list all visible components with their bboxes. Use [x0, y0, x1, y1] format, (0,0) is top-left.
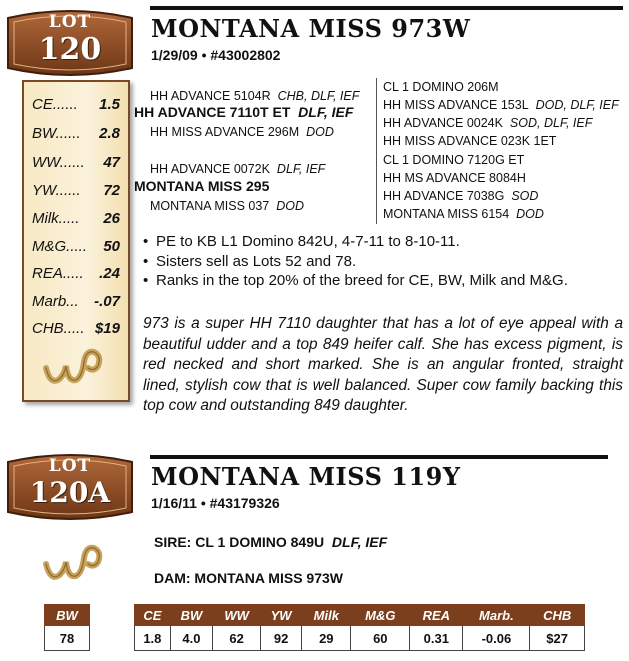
stat-mg: M&G..... 50: [32, 238, 120, 255]
pedigree-sire: HH ADVANCE 7110T ET DLF, IEF: [134, 104, 354, 120]
dam-line: DAM: MONTANA MISS 973W: [154, 570, 343, 586]
lot-badge: [4, 6, 136, 80]
pedigree-g1: CL 1 DOMINO 206M: [383, 80, 499, 94]
pedigree-g6: HH MS ADVANCE 8084H: [383, 171, 526, 185]
epd-header: WW: [213, 605, 261, 626]
lot-badge: [4, 450, 136, 524]
table-row: [135, 626, 585, 651]
epd-value: $27: [530, 626, 585, 651]
pedigree-sire-dam: HH MISS ADVANCE 296M DOD: [150, 125, 334, 139]
registration-line: 1/29/09 • #43002802: [151, 47, 281, 63]
epd-header: M&G: [351, 605, 410, 626]
ranch-brand-icon: [40, 344, 106, 390]
pedigree-g3: HH ADVANCE 0024K SOD, DLF, IEF: [383, 116, 593, 130]
epd-value: 60: [351, 626, 410, 651]
pedigree-g8: MONTANA MISS 6154 DOD: [383, 207, 544, 221]
epd-value: -0.06: [463, 626, 530, 651]
lot-word: LOT: [48, 456, 92, 476]
epd-header: YW: [261, 605, 302, 626]
notes-list: [142, 232, 624, 291]
bw-table: [44, 604, 90, 651]
epd-header: CE: [135, 605, 171, 626]
list-item: • PE to KB L1 Domino 842U, 4-7-11 to 8-10-11.: [142, 232, 624, 252]
epd-value: 0.31: [410, 626, 463, 651]
epd-value: 62: [213, 626, 261, 651]
pedigree-g7: HH ADVANCE 7038G SOD: [383, 189, 539, 203]
pedigree-dam: MONTANA MISS 295: [134, 178, 270, 194]
epd-header: Milk: [302, 605, 351, 626]
epd-header: BW: [170, 605, 212, 626]
epd-header: CHB: [530, 605, 585, 626]
animal-name: MONTANA MISS 973W: [151, 14, 471, 43]
stat-bw: BW...... 2.8: [32, 125, 120, 142]
lot-number: 120A: [29, 476, 111, 509]
header-rule: [150, 6, 623, 10]
epd-value: 1.8: [135, 626, 171, 651]
list-item: • Ranks in the top 20% of the breed for CE, BW, Milk and M&G.: [142, 271, 624, 291]
pedigree-dam-dam: MONTANA MISS 037 DOD: [150, 199, 304, 213]
stat-milk: Milk..... 26: [32, 210, 120, 227]
epd-value: 4.0: [170, 626, 212, 651]
epd-header: REA: [410, 605, 463, 626]
ranch-brand-icon: [40, 540, 106, 586]
description: 973 is a super HH 7110 daughter that has a lot of eye appeal with a beautiful udder and a top 849 heifer calf. She has excess pigment, is red necked and short marked. She is an angular fronted, straight lined, stylish cow that is well balanced. Super cow family backing this top cow and outstanding 849 daughter.: [143, 315, 623, 414]
pedigree-sire-sire: HH ADVANCE 5104R CHB, DLF, IEF: [150, 89, 360, 103]
pedigree-divider: [376, 151, 377, 224]
animal-name: MONTANA MISS 119Y: [151, 462, 461, 491]
stat-ce: CE...... 1.5: [32, 96, 120, 113]
list-item: • Sisters sell as Lots 52 and 78.: [142, 252, 624, 272]
pedigree-g4: HH MISS ADVANCE 023K 1ET: [383, 134, 557, 148]
header-rule: [150, 455, 608, 459]
epd-table: [134, 604, 585, 651]
lot-number: 120: [38, 32, 102, 67]
stat-ww: WW...... 47: [32, 154, 120, 171]
pedigree-divider: [376, 78, 377, 151]
bw-value: 78: [45, 626, 90, 651]
registration-line: 1/16/11 • #43179326: [151, 495, 280, 511]
pedigree-g5: CL 1 DOMINO 7120G ET: [383, 153, 525, 167]
epd-header: Marb.: [463, 605, 530, 626]
table-header-row: [135, 605, 585, 626]
lot-word: LOT: [48, 12, 92, 32]
stat-rea: REA..... .24: [32, 265, 120, 282]
epd-stats-panel: [22, 80, 130, 402]
bw-header: BW: [45, 605, 90, 626]
pedigree-dam-sire: HH ADVANCE 0072K DLF, IEF: [150, 162, 326, 176]
epd-value: 29: [302, 626, 351, 651]
stat-marb: Marb... -.07: [32, 293, 120, 310]
pedigree-g2: HH MISS ADVANCE 153L DOD, DLF, IEF: [383, 98, 619, 112]
sire-line: SIRE: CL 1 DOMINO 849U DLF, IEF: [154, 534, 388, 550]
epd-value: 92: [261, 626, 302, 651]
stat-chb: CHB..... $19: [32, 320, 120, 337]
stat-yw: YW...... 72: [32, 182, 120, 199]
